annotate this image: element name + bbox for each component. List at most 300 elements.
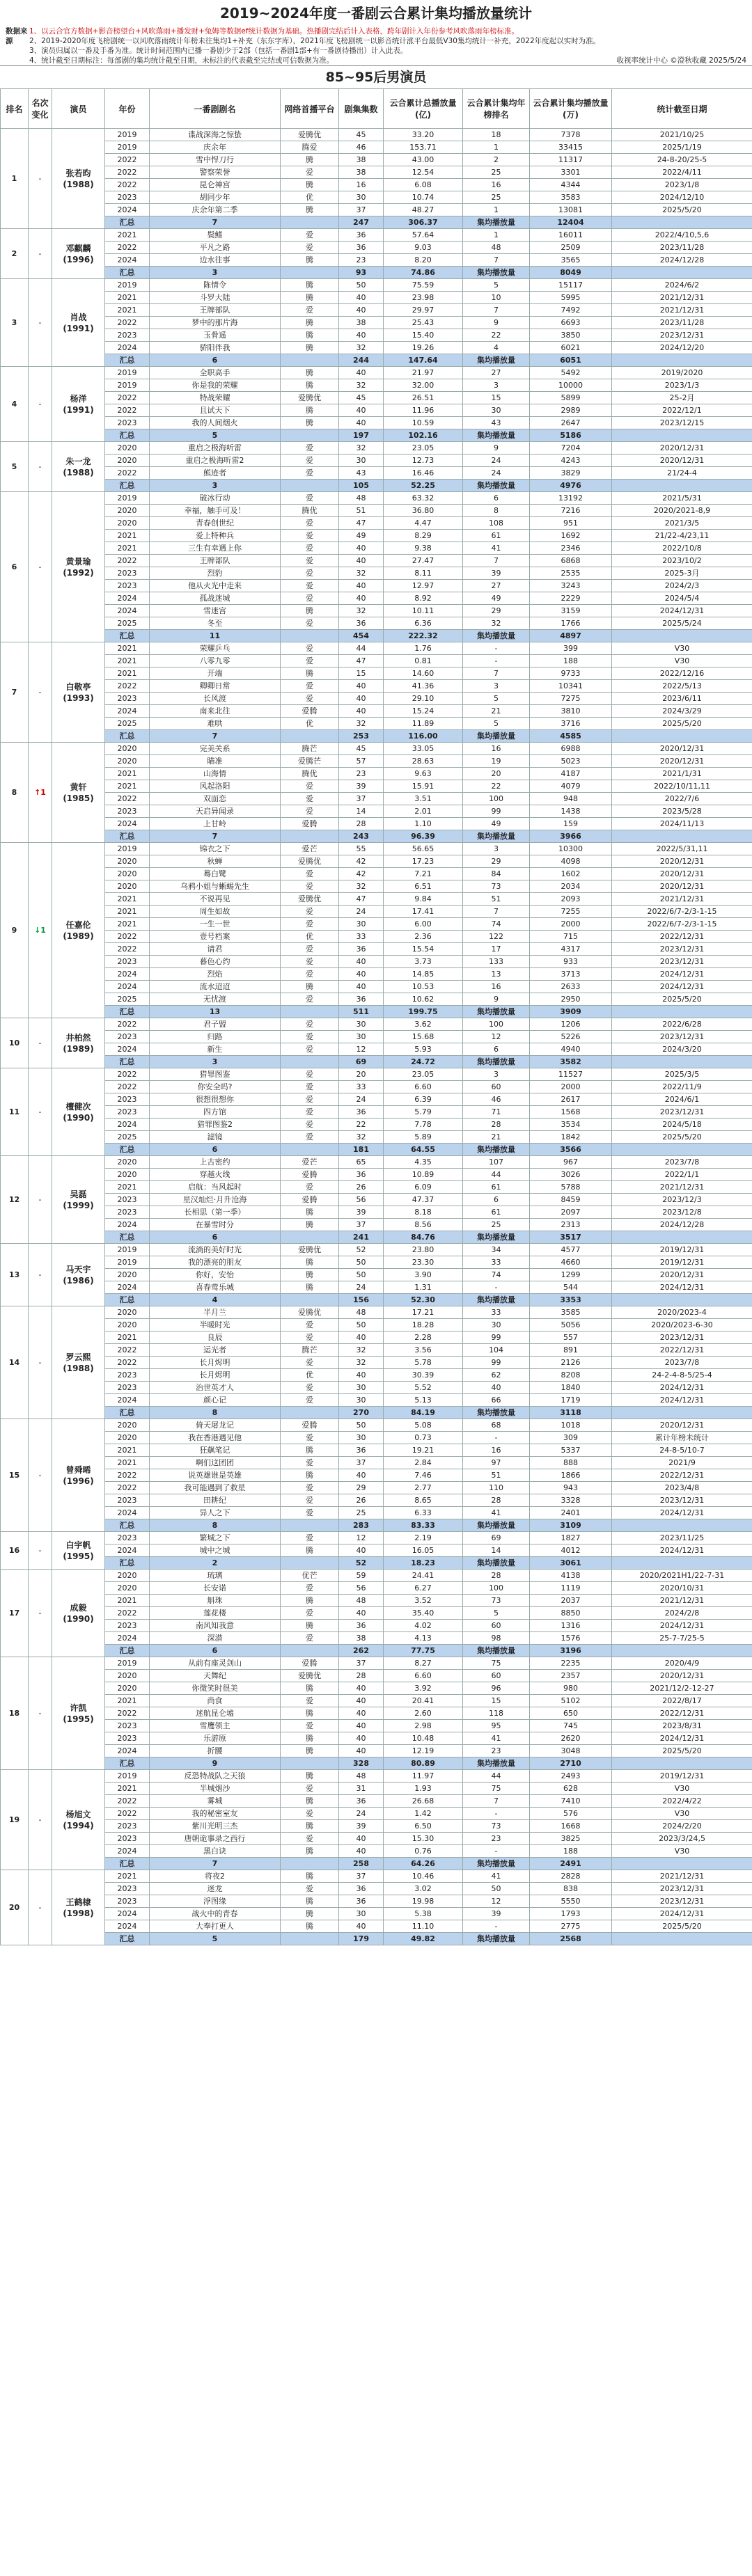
annual-rank-cell: 21 xyxy=(463,705,530,718)
drama-title-cell: 喜春莺乐城 xyxy=(150,1281,281,1294)
platform-cell: 爱 xyxy=(281,617,339,630)
total-rank-label-cell: 集均播放量 xyxy=(463,1519,530,1532)
avg-views-cell: 948 xyxy=(530,793,612,805)
episodes-cell: 40 xyxy=(339,580,384,592)
table-row xyxy=(1,1382,752,1394)
total-views-cell: 11.97 xyxy=(384,1770,463,1783)
total-views-cell: 6.51 xyxy=(384,880,463,893)
platform-cell: 爱 xyxy=(281,642,339,655)
drama-title-cell: 雪中悍刀行 xyxy=(150,154,281,166)
episodes-cell: 40 xyxy=(339,1607,384,1620)
total-views-cell: 9.63 xyxy=(384,768,463,780)
cutoff-date-cell: 2021/12/31 xyxy=(612,304,752,317)
total-episodes-cell: 253 xyxy=(339,730,384,743)
cutoff-date-cell: 2022/12/31 xyxy=(612,1469,752,1482)
platform-cell: 爱 xyxy=(281,555,339,567)
annual-rank-cell: - xyxy=(463,642,530,655)
total-blank-cell xyxy=(612,1645,752,1657)
rank-cell: 19 xyxy=(1,1770,29,1870)
cutoff-date-cell: 2023/12/3 xyxy=(612,1194,752,1206)
drama-title-cell: 斗罗大陆 xyxy=(150,292,281,304)
actor-name-cell: 张若昀 (1988) xyxy=(52,129,105,229)
annual-rank-cell: 2 xyxy=(463,154,530,166)
table-row xyxy=(1,279,752,292)
drama-title-cell: 长相思（第一季） xyxy=(150,1206,281,1219)
total-views-cell: 12.54 xyxy=(384,166,463,179)
episodes-cell: 45 xyxy=(339,392,384,404)
platform-cell: 腾 xyxy=(281,1820,339,1833)
total-rank-label-cell: 集均播放量 xyxy=(463,1757,530,1770)
table-row xyxy=(1,1444,752,1457)
episodes-cell: 42 xyxy=(339,855,384,868)
table-row xyxy=(1,1206,752,1219)
avg-views-cell: 8459 xyxy=(530,1194,612,1206)
actor-name-cell: 杨洋 (1991) xyxy=(52,367,105,442)
total-views-cell: 16.05 xyxy=(384,1544,463,1557)
total-blank-cell xyxy=(281,1056,339,1068)
table-row xyxy=(1,1770,752,1783)
rank-cell: 7 xyxy=(1,642,29,743)
rank-cell: 14 xyxy=(1,1306,29,1419)
avg-views-cell: 1018 xyxy=(530,1419,612,1432)
drama-title-cell: 我的人间烟火 xyxy=(150,417,281,429)
table-row xyxy=(1,1169,752,1181)
total-rank-label-cell: 集均播放量 xyxy=(463,730,530,743)
cutoff-date-cell: 2021/12/31 xyxy=(612,1181,752,1194)
total-views-cell: 11.96 xyxy=(384,404,463,417)
episodes-cell: 56 xyxy=(339,1194,384,1206)
total-episodes-cell: 181 xyxy=(339,1144,384,1156)
episodes-cell: 42 xyxy=(339,868,384,880)
drama-title-cell: 紫川光明三杰 xyxy=(150,1820,281,1833)
avg-views-cell: 9733 xyxy=(530,667,612,680)
annual-rank-cell: 41 xyxy=(463,542,530,555)
cutoff-date-cell: 2022/6/7-2/3-1-15 xyxy=(612,906,752,918)
total-views-cell: 15.68 xyxy=(384,1031,463,1043)
column-header: 演员 xyxy=(52,89,105,129)
total-rank-label-cell: 集均播放量 xyxy=(463,630,530,642)
table-row xyxy=(1,1570,752,1582)
table-row xyxy=(1,906,752,918)
avg-views-cell: 4577 xyxy=(530,1244,612,1256)
drama-title-cell: 你好，安怡 xyxy=(150,1269,281,1281)
year-cell: 2023 xyxy=(105,580,150,592)
avg-views-cell: 3713 xyxy=(530,968,612,981)
note-line: 1、以云合官方数据+影音榜望台+风吹落雨+播发财+兔姆等数据ef统计数据为基础。热播剧完结后计入表格，跨年剧计入年份参考风吹落雨年榜标准。 xyxy=(29,27,519,35)
table-row xyxy=(1,1745,752,1757)
table-row xyxy=(1,542,752,555)
platform-cell: 腾 xyxy=(281,1795,339,1808)
total-views-cell: 0.73 xyxy=(384,1432,463,1444)
avg-views-cell: 188 xyxy=(530,655,612,667)
table-row xyxy=(1,818,752,830)
table-row xyxy=(1,693,752,705)
total-views-cell: 306.37 xyxy=(384,216,463,229)
platform-cell: 腾 xyxy=(281,342,339,354)
platform-cell: 腾 xyxy=(281,1895,339,1908)
episodes-cell: 30 xyxy=(339,191,384,204)
note-line: 2、2019-2020年度飞榜剧统一以风吹落雨统计年榜未往集均1+补充（东东字库），2021年度飞榜剧统一以影音统计涨平台最低V30集均统计一补充，2022年度起以实时为准。 xyxy=(29,37,601,45)
total-blank-cell xyxy=(612,216,752,229)
avg-views-cell: 2401 xyxy=(530,1507,612,1519)
episodes-cell: 23 xyxy=(339,254,384,267)
total-views-cell: 1.31 xyxy=(384,1281,463,1294)
rank-change-cell: - xyxy=(29,229,52,279)
total-views-cell: 47.37 xyxy=(384,1194,463,1206)
avg-views-cell: 650 xyxy=(530,1707,612,1720)
year-cell: 2021 xyxy=(105,1457,150,1469)
cutoff-date-cell: 2024/12/31 xyxy=(612,981,752,993)
platform-cell: 爱腾 xyxy=(281,1194,339,1206)
avg-views-cell: 2235 xyxy=(530,1657,612,1670)
annual-rank-cell: 9 xyxy=(463,442,530,455)
episodes-cell: 39 xyxy=(339,1820,384,1833)
avg-views-cell: 13081 xyxy=(530,204,612,216)
episodes-cell: 65 xyxy=(339,1156,384,1169)
year-cell: 2024 xyxy=(105,342,150,354)
total-views-cell: 18.23 xyxy=(384,1557,463,1570)
year-cell: 2022 xyxy=(105,1607,150,1620)
actor-name-cell: 黄轩 (1985) xyxy=(52,743,105,843)
episodes-cell: 49 xyxy=(339,530,384,542)
avg-views-cell: 557 xyxy=(530,1332,612,1344)
avg-views-cell: 2097 xyxy=(530,1206,612,1219)
total-views-cell: 14.85 xyxy=(384,968,463,981)
episodes-cell: 24 xyxy=(339,1808,384,1820)
rank-change-cell: - xyxy=(29,1532,52,1570)
platform-cell: 爱 xyxy=(281,1632,339,1645)
table-row xyxy=(1,179,752,191)
year-cell: 2020 xyxy=(105,1682,150,1695)
total-count-cell: 7 xyxy=(150,1858,281,1870)
cutoff-date-cell: 2023/12/31 xyxy=(612,1494,752,1507)
avg-views-cell: 5899 xyxy=(530,392,612,404)
total-count-cell: 6 xyxy=(150,1645,281,1657)
cutoff-date-cell: V30 xyxy=(612,1783,752,1795)
year-cell: 2020 xyxy=(105,1169,150,1181)
total-count-cell: 5 xyxy=(150,1933,281,1945)
annual-rank-cell: 98 xyxy=(463,1632,530,1645)
cutoff-date-cell: 累计年榜未统计 xyxy=(612,1432,752,1444)
total-views-cell: 6.27 xyxy=(384,1582,463,1595)
year-cell: 2021 xyxy=(105,304,150,317)
total-views-cell: 1.76 xyxy=(384,642,463,655)
footer xyxy=(0,1945,752,1973)
annual-rank-cell: 43 xyxy=(463,417,530,429)
total-count-cell: 6 xyxy=(150,1231,281,1244)
avg-views-cell: 3048 xyxy=(530,1745,612,1757)
avg-views-cell: 6868 xyxy=(530,555,612,567)
total-blank-cell xyxy=(612,1144,752,1156)
drama-title-cell: 陈情令 xyxy=(150,279,281,292)
episodes-cell: 40 xyxy=(339,1369,384,1382)
note-line: 3、演员归属以一番及手番为准。统计时间范围内已播一番剧少于2部（包括一番剧1部+有一番剧待播出）计入此表。 xyxy=(29,47,408,55)
annual-rank-cell: 15 xyxy=(463,1695,530,1707)
rank-change-cell: - xyxy=(29,1306,52,1419)
cutoff-date-cell: 2024/5/4 xyxy=(612,592,752,605)
drama-title-cell: 尚食 xyxy=(150,1695,281,1707)
table-row xyxy=(1,567,752,580)
cutoff-date-cell: 2021/1/31 xyxy=(612,768,752,780)
total-views-cell: 33.20 xyxy=(384,129,463,141)
platform-cell: 腾 xyxy=(281,329,339,342)
avg-views-cell: 943 xyxy=(530,1482,612,1494)
actor-name-cell: 王鹤棣 (1998) xyxy=(52,1870,105,1945)
total-blank-cell xyxy=(612,1056,752,1068)
drama-title-cell: 四方馆 xyxy=(150,1106,281,1119)
total-avg-cell: 4585 xyxy=(530,730,612,743)
year-cell: 2019 xyxy=(105,367,150,379)
annual-rank-cell: 99 xyxy=(463,1357,530,1369)
episodes-cell: 48 xyxy=(339,1595,384,1607)
table-row xyxy=(1,705,752,718)
total-rank-label-cell: 集均播放量 xyxy=(463,1407,530,1419)
cutoff-date-cell: 2022/8/17 xyxy=(612,1695,752,1707)
total-blank-cell xyxy=(281,1407,339,1419)
annual-rank-cell: 22 xyxy=(463,329,530,342)
cutoff-date-cell: 24-8-5/10-7 xyxy=(612,1444,752,1457)
episodes-cell: 32 xyxy=(339,880,384,893)
platform-cell: 爱腾优 xyxy=(281,855,339,868)
cutoff-date-cell: 2024/6/1 xyxy=(612,1093,752,1106)
platform-cell: 腾 xyxy=(281,1732,339,1745)
year-cell: 2021 xyxy=(105,542,150,555)
rank-change-cell: - xyxy=(29,1570,52,1657)
drama-title-cell: 梦中的那片海 xyxy=(150,317,281,329)
table-row xyxy=(1,1419,752,1432)
total-views-cell: 9.38 xyxy=(384,542,463,555)
total-views-cell: 2.36 xyxy=(384,931,463,943)
platform-cell: 腾 xyxy=(281,1920,339,1933)
table-row xyxy=(1,805,752,818)
total-views-cell: 64.55 xyxy=(384,1144,463,1156)
avg-views-cell: 13192 xyxy=(530,492,612,505)
total-rank-label-cell: 集均播放量 xyxy=(463,429,530,442)
year-cell: 2021 xyxy=(105,768,150,780)
episodes-cell: 30 xyxy=(339,1394,384,1407)
platform-cell: 爱 xyxy=(281,1607,339,1620)
total-views-cell: 74.86 xyxy=(384,267,463,279)
drama-title-cell: 南来北往 xyxy=(150,705,281,718)
table-row xyxy=(1,768,752,780)
avg-views-cell: 4098 xyxy=(530,855,612,868)
year-cell: 2024 xyxy=(105,1632,150,1645)
year-cell: 2019 xyxy=(105,1657,150,1670)
avg-views-cell: 7492 xyxy=(530,304,612,317)
column-header: 排名 xyxy=(1,89,29,129)
platform-cell: 爱 xyxy=(281,1119,339,1131)
cutoff-date-cell: 2020/2021-8,9 xyxy=(612,505,752,517)
drama-title-cell: 青春创世纪 xyxy=(150,517,281,530)
drama-title-cell: 爱上特种兵 xyxy=(150,530,281,542)
avg-views-cell: 5226 xyxy=(530,1031,612,1043)
total-label-cell: 汇总 xyxy=(105,1056,150,1068)
platform-cell: 爱 xyxy=(281,1106,339,1119)
annual-rank-cell: 110 xyxy=(463,1482,530,1494)
avg-views-cell: 838 xyxy=(530,1883,612,1895)
platform-cell: 爱 xyxy=(281,868,339,880)
total-label-cell: 汇总 xyxy=(105,1557,150,1570)
cutoff-date-cell: 2023/7/8 xyxy=(612,1156,752,1169)
drama-title-cell: 田耕纪 xyxy=(150,1494,281,1507)
total-views-cell: 1.42 xyxy=(384,1808,463,1820)
platform-cell: 爱腾优 xyxy=(281,1306,339,1319)
total-rank-label-cell: 集均播放量 xyxy=(463,1231,530,1244)
avg-views-cell: 2535 xyxy=(530,567,612,580)
year-cell: 2022 xyxy=(105,392,150,404)
episodes-cell: 40 xyxy=(339,1720,384,1732)
platform-cell: 腾 xyxy=(281,1870,339,1883)
year-cell: 2021 xyxy=(105,292,150,304)
cutoff-date-cell: 2020/10/31 xyxy=(612,1582,752,1595)
avg-views-cell: 5492 xyxy=(530,367,612,379)
total-views-cell: 3.73 xyxy=(384,956,463,968)
episodes-cell: 40 xyxy=(339,404,384,417)
drama-title-cell: 大奉打更人 xyxy=(150,1920,281,1933)
stats-table xyxy=(0,88,752,1945)
platform-cell: 爱 xyxy=(281,805,339,818)
table-row xyxy=(1,417,752,429)
annual-rank-cell: 133 xyxy=(463,956,530,968)
drama-title-cell: 重启之极海听雷 xyxy=(150,442,281,455)
total-views-cell: 26.68 xyxy=(384,1795,463,1808)
total-views-cell: 3.51 xyxy=(384,793,463,805)
rank-change-cell: - xyxy=(29,1770,52,1870)
cutoff-date-cell: V30 xyxy=(612,655,752,667)
drama-title-cell: 黑白诀 xyxy=(150,1845,281,1858)
platform-cell: 优芒 xyxy=(281,1570,339,1582)
table-row xyxy=(1,1269,752,1281)
total-blank-cell xyxy=(281,730,339,743)
cutoff-date-cell: 2024/12/31 xyxy=(612,1507,752,1519)
avg-views-cell: 2633 xyxy=(530,981,612,993)
total-count-cell: 4 xyxy=(150,1294,281,1306)
year-cell: 2022 xyxy=(105,943,150,956)
annual-rank-cell: 7 xyxy=(463,555,530,567)
avg-views-cell: 1299 xyxy=(530,1269,612,1281)
avg-views-cell: 4243 xyxy=(530,455,612,467)
total-episodes-cell: 241 xyxy=(339,1231,384,1244)
platform-cell: 腾 xyxy=(281,204,339,216)
cutoff-date-cell: 2022/10/8 xyxy=(612,542,752,555)
total-views-cell: 3.52 xyxy=(384,1595,463,1607)
platform-cell: 爱 xyxy=(281,1394,339,1407)
avg-views-cell: 7378 xyxy=(530,129,612,141)
annual-rank-cell: 16 xyxy=(463,179,530,191)
total-avg-cell: 6051 xyxy=(530,354,612,367)
table-row xyxy=(1,191,752,204)
total-views-cell: 5.13 xyxy=(384,1394,463,1407)
platform-cell: 爱 xyxy=(281,993,339,1006)
total-count-cell: 6 xyxy=(150,1144,281,1156)
total-episodes-cell: 93 xyxy=(339,267,384,279)
episodes-cell: 56 xyxy=(339,1582,384,1595)
table-row xyxy=(1,1068,752,1081)
total-count-cell: 7 xyxy=(150,730,281,743)
drama-title-cell: 琉璃 xyxy=(150,1570,281,1582)
total-views-cell: 15.54 xyxy=(384,943,463,956)
total-rank-label-cell: 集均播放量 xyxy=(463,1056,530,1068)
avg-views-cell: 888 xyxy=(530,1457,612,1469)
avg-views-cell: 5995 xyxy=(530,292,612,304)
year-cell: 2024 xyxy=(105,254,150,267)
total-rank-label-cell: 集均播放量 xyxy=(463,1144,530,1156)
avg-views-cell: 2034 xyxy=(530,880,612,893)
actor-name-cell: 许凯 (1995) xyxy=(52,1657,105,1770)
table-row xyxy=(1,1494,752,1507)
total-views-cell: 77.75 xyxy=(384,1645,463,1657)
total-views-cell: 3.56 xyxy=(384,1344,463,1357)
episodes-cell: 50 xyxy=(339,279,384,292)
episodes-cell: 40 xyxy=(339,1469,384,1482)
year-cell: 2020 xyxy=(105,1319,150,1332)
episodes-cell: 24 xyxy=(339,1093,384,1106)
annual-rank-cell: 6 xyxy=(463,1194,530,1206)
total-views-cell: 57.64 xyxy=(384,229,463,242)
total-views-cell: 222.32 xyxy=(384,630,463,642)
avg-views-cell: 1602 xyxy=(530,868,612,880)
drama-title-cell: 平凡之路 xyxy=(150,242,281,254)
drama-title-cell: 壹号档案 xyxy=(150,931,281,943)
year-cell: 2024 xyxy=(105,1745,150,1757)
year-cell: 2022 xyxy=(105,1018,150,1031)
total-count-cell: 3 xyxy=(150,1056,281,1068)
platform-cell: 优 xyxy=(281,191,339,204)
cutoff-date-cell: 2019/2020 xyxy=(612,367,752,379)
total-row xyxy=(1,1407,752,1419)
annual-rank-cell: 99 xyxy=(463,1332,530,1344)
platform-cell: 爱 xyxy=(281,492,339,505)
year-cell: 2024 xyxy=(105,705,150,718)
total-label-cell: 汇总 xyxy=(105,1933,150,1945)
table-row xyxy=(1,1306,752,1319)
avg-views-cell: 2229 xyxy=(530,592,612,605)
actor-name-cell: 马天宇 (1986) xyxy=(52,1244,105,1306)
column-header: 网络首播平台 xyxy=(281,89,339,129)
cutoff-date-cell: 2020/12/31 xyxy=(612,880,752,893)
episodes-cell: 45 xyxy=(339,129,384,141)
year-cell: 2020 xyxy=(105,1670,150,1682)
total-row xyxy=(1,267,752,279)
total-views-cell: 10.53 xyxy=(384,981,463,993)
table-row xyxy=(1,743,752,755)
total-views-cell: 4.13 xyxy=(384,1632,463,1645)
annual-rank-cell: 8 xyxy=(463,505,530,517)
annual-rank-cell: 7 xyxy=(463,906,530,918)
platform-cell: 爱芒 xyxy=(281,843,339,855)
year-cell: 2022 xyxy=(105,1469,150,1482)
table-row xyxy=(1,893,752,906)
total-blank-cell xyxy=(281,630,339,642)
drama-title-cell: 完美关系 xyxy=(150,743,281,755)
total-label-cell: 汇总 xyxy=(105,1858,150,1870)
episodes-cell: 33 xyxy=(339,1081,384,1093)
drama-title-cell: 莲花楼 xyxy=(150,1607,281,1620)
total-blank-cell xyxy=(612,830,752,843)
page-title: 2019~2024年度一番剧云合累计集均播放量统计 xyxy=(219,5,533,22)
total-row xyxy=(1,630,752,642)
episodes-cell: 32 xyxy=(339,1357,384,1369)
annual-rank-cell: 73 xyxy=(463,1820,530,1833)
platform-cell: 腾 xyxy=(281,1770,339,1783)
drama-title-cell: 难哄 xyxy=(150,718,281,730)
episodes-cell: 12 xyxy=(339,1043,384,1056)
year-cell: 2020 xyxy=(105,1582,150,1595)
avg-views-cell: 5056 xyxy=(530,1319,612,1332)
annual-rank-cell: 32 xyxy=(463,617,530,630)
avg-views-cell: 399 xyxy=(530,642,612,655)
avg-views-cell: 5337 xyxy=(530,1444,612,1457)
